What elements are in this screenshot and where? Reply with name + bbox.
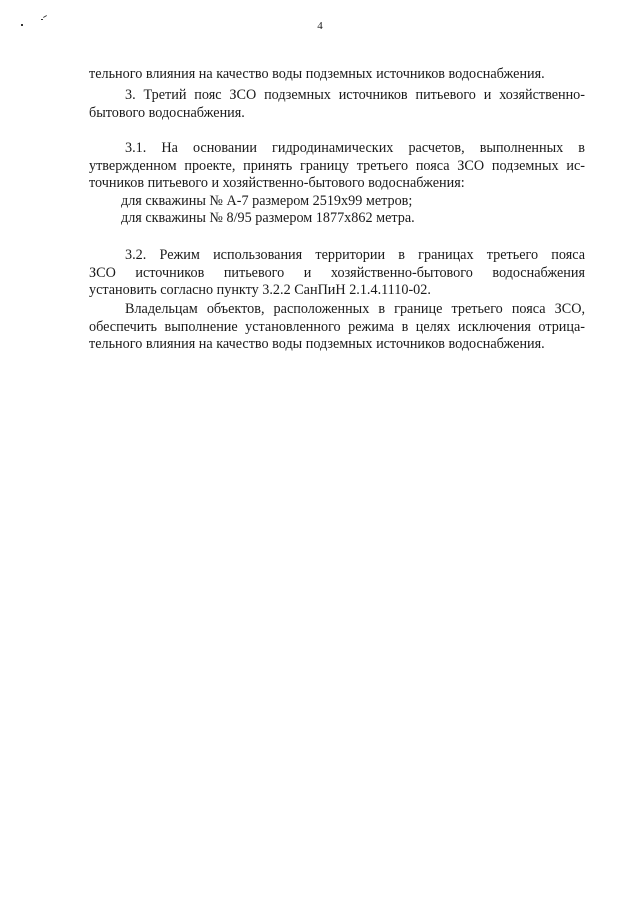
text-line: ЗСО источников питьевого и хозяйственно-бытового водоснабжения	[89, 264, 585, 281]
paragraph-continuation	[89, 66, 585, 84]
text-line: бытового водоснабжения.	[89, 104, 245, 121]
text-line: тельного влияния на качество воды подземных источников водоснабжения.	[89, 336, 545, 352]
text-line: 3.1. На основании гидродинамических расчетов, выполненных в	[125, 140, 585, 156]
scan-dot	[43, 15, 47, 18]
text-line: обеспечить выполнение установленного режима в целях исключения отрица-	[89, 318, 585, 335]
text-line: Владельцам объектов, расположенных в границе третьего пояса ЗСО,	[125, 301, 585, 317]
owners-obligation	[89, 301, 585, 354]
text-line: установить согласно пункту 3.2.2 СанПиН 2.1.4.1110-02.	[89, 282, 431, 298]
text-line: точников питьевого и хозяйственно-бытового водоснабжения:	[89, 175, 465, 191]
section-3-heading	[89, 87, 585, 122]
text-line: 3. Третий пояс ЗСО подземных источников питьевого и хозяйственно-	[125, 87, 585, 103]
text-line: 3.2. Режим использования территории в границах третьего пояса	[125, 247, 585, 263]
section-3-1	[89, 140, 585, 228]
well-list-item: для скважины № 8/95 размером 1877х862 метра.	[121, 210, 415, 226]
text-line: утвержденном проекте, принять границу третьего пояса ЗСО подземных ис-	[89, 157, 585, 174]
well-list-item: для скважины № А-7 размером 2519х99 метров;	[121, 192, 413, 209]
section-3-2	[89, 247, 585, 300]
page-number: 4	[317, 20, 323, 32]
text-line: тельного влияния на качество воды подземных источников водоснабжения.	[89, 66, 545, 82]
